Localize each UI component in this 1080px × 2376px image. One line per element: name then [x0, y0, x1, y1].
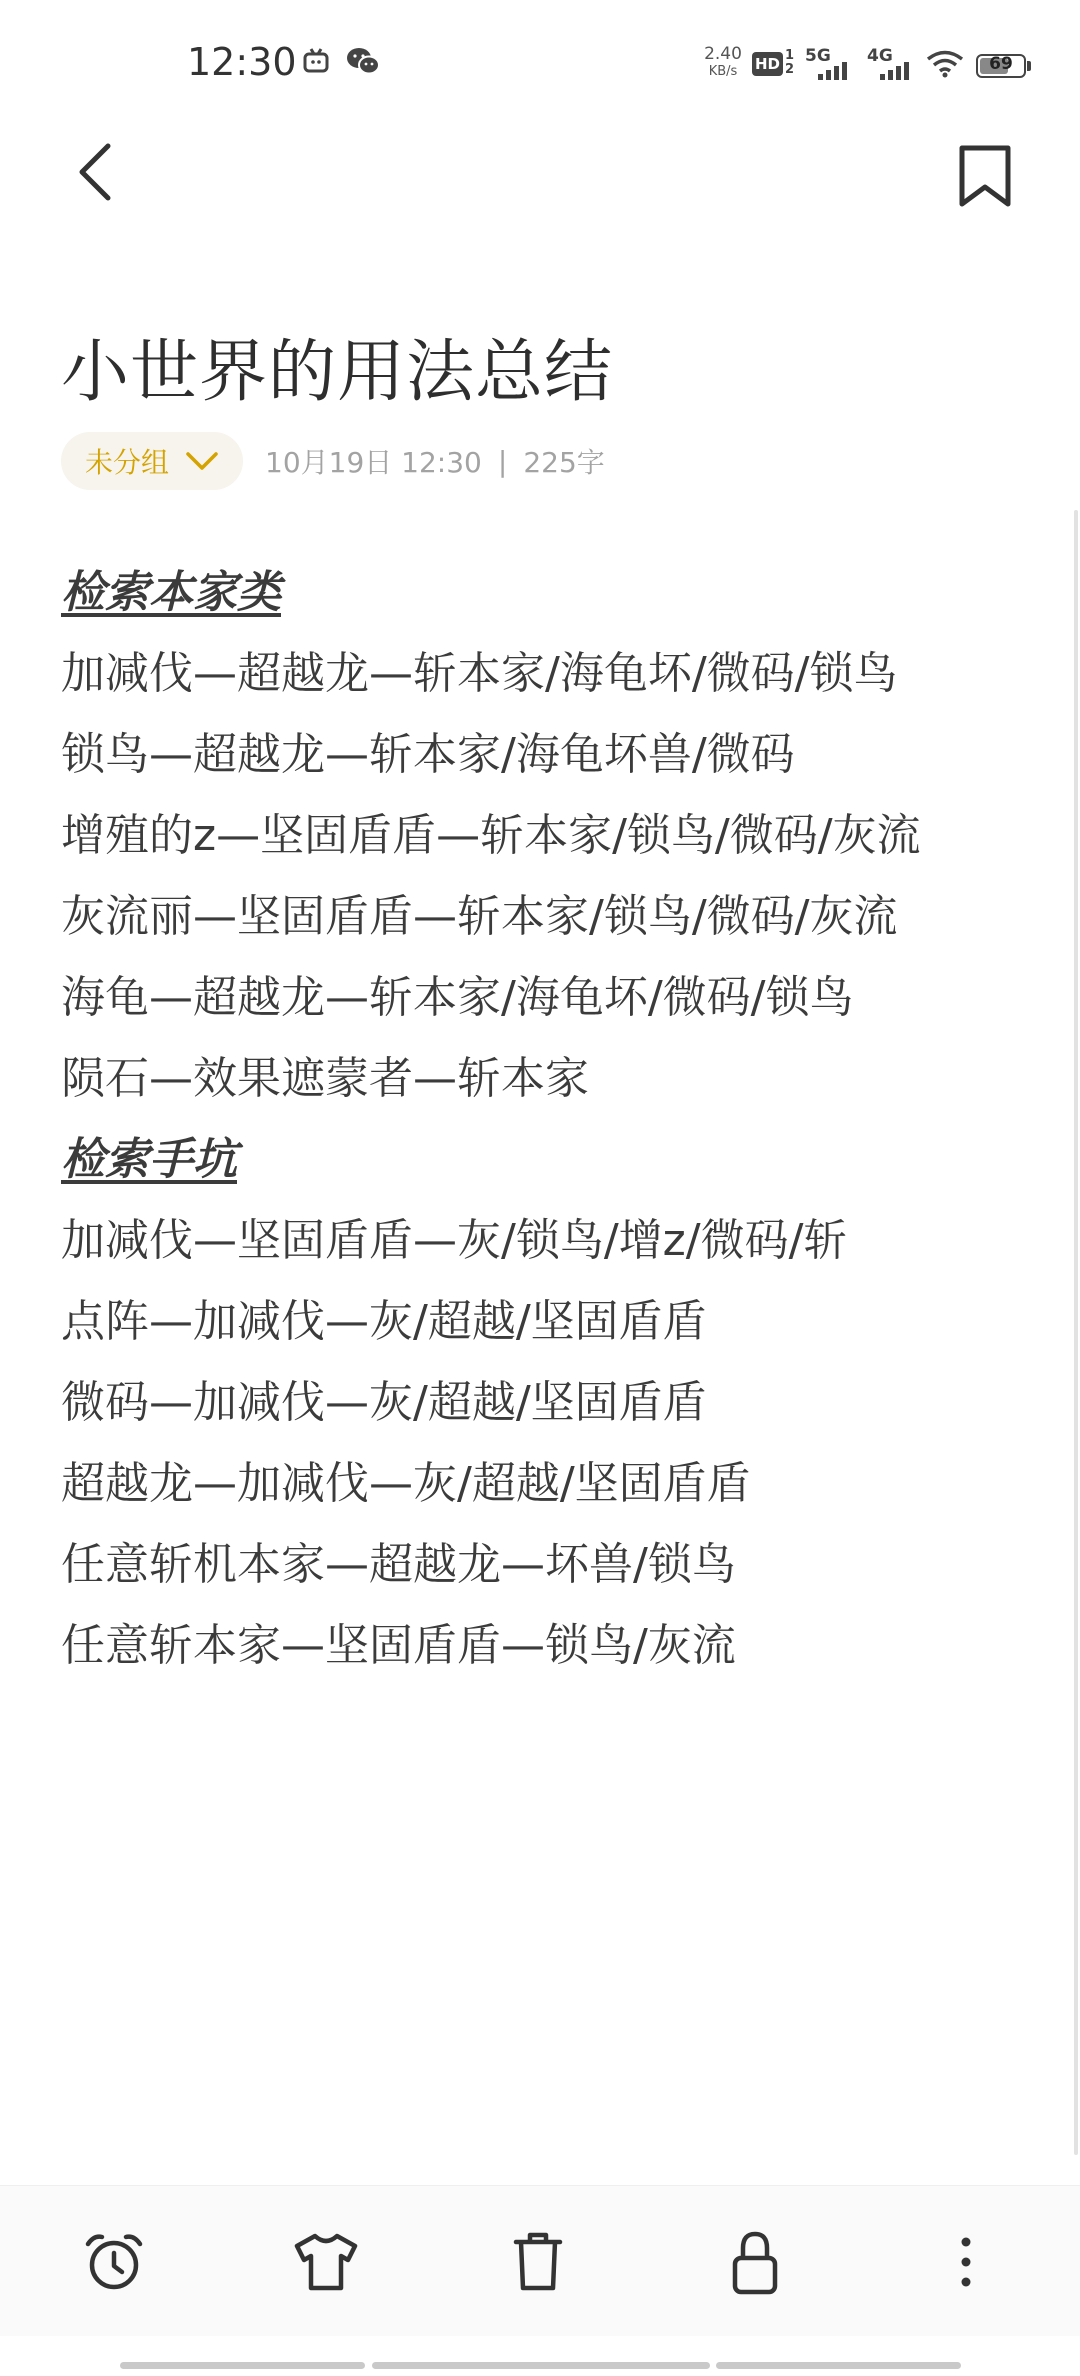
note-line: 海龟—超越龙—斩本家/海龟坏/微码/锁鸟	[61, 972, 854, 1023]
note-line: 加减伐—坚固盾盾—灰/锁鸟/增z/微码/斩	[61, 1215, 848, 1266]
note-line: 任意斩机本家—超越龙—坏兽/锁鸟	[61, 1539, 736, 1590]
note-line: 点阵—加减伐—灰/超越/坚固盾盾	[61, 1296, 707, 1347]
meta-separator: |	[497, 444, 508, 478]
lock-button[interactable]	[719, 2228, 791, 2300]
bookmark-icon	[950, 199, 1020, 218]
theme-button[interactable]	[290, 2228, 362, 2300]
bottom-toolbar	[0, 2185, 1080, 2336]
note-date: 10月19日 12:30	[265, 446, 482, 479]
note-meta	[61, 432, 605, 490]
note-section-heading: 检索本家类	[61, 567, 281, 618]
network-speed-unit: KB/s	[708, 64, 738, 79]
note-line: 超越龙—加减伐—灰/超越/坚固盾盾	[61, 1458, 751, 1509]
gesture-bar-segment	[372, 2362, 710, 2369]
note-line: 微码—加减伐—灰/超越/坚固盾盾	[61, 1377, 707, 1428]
wechat-icon	[346, 46, 380, 80]
clock: 12:30	[187, 40, 297, 84]
note-line: 增殖的z—坚固盾盾—斩本家/锁鸟/微码/灰流	[61, 810, 921, 861]
note-line: 灰流丽—坚固盾盾—斩本家/锁鸟/微码/灰流	[61, 891, 898, 942]
hd-label: HD	[752, 52, 783, 76]
note-content[interactable]	[61, 552, 1051, 1686]
lock-icon	[727, 2228, 783, 2300]
network-speed	[700, 46, 746, 80]
back-button[interactable]	[64, 132, 128, 212]
scrollbar[interactable]	[1074, 510, 1078, 2155]
hd-sub-top: 1	[785, 48, 795, 63]
signal-bars-icon	[818, 62, 852, 84]
battery-tip	[1027, 61, 1031, 71]
note-title[interactable]: 小世界的用法总结	[61, 333, 614, 412]
battery-level: 69	[989, 54, 1013, 74]
trash-icon	[508, 2230, 568, 2298]
bookmark-button[interactable]	[950, 134, 1020, 214]
network-speed-value: 2.40	[704, 44, 742, 64]
note-line: 锁鸟—超越龙—斩本家/海龟坏兽/微码	[61, 729, 795, 780]
reminder-button[interactable]	[78, 2228, 150, 2300]
alarm-clock-icon	[82, 2230, 146, 2298]
signal-5g-label: 5G	[805, 46, 831, 66]
chevron-down-icon	[185, 445, 219, 478]
gesture-bar-segment	[716, 2362, 961, 2369]
shirt-icon	[291, 2230, 361, 2298]
signal-4g-label: 4G	[867, 46, 893, 66]
note-line: 陨石—效果遮蒙者—斩本家	[61, 1053, 589, 1104]
note-line: 任意斩本家—坚固盾盾—锁鸟/灰流	[61, 1620, 736, 1671]
word-count: 225字	[523, 446, 605, 479]
status-bar	[0, 0, 1080, 130]
more-vertical-icon	[956, 2232, 976, 2296]
more-button[interactable]	[930, 2228, 1002, 2300]
group-label: 未分组	[85, 446, 170, 479]
tv-icon	[302, 48, 330, 78]
battery-icon	[976, 54, 1026, 78]
gesture-bar-segment	[120, 2362, 365, 2369]
hd-sub-bottom: 2	[785, 62, 795, 77]
group-selector[interactable]	[61, 432, 243, 490]
chevron-left-icon	[64, 197, 128, 216]
delete-button[interactable]	[502, 2228, 574, 2300]
signal-bars-icon	[880, 62, 914, 84]
note-line: 加减伐—超越龙—斩本家/海龟坏/微码/锁鸟	[61, 648, 898, 699]
hd-icon	[752, 50, 794, 80]
wifi-icon	[926, 50, 964, 82]
note-section-heading: 检索手坑	[61, 1134, 237, 1185]
